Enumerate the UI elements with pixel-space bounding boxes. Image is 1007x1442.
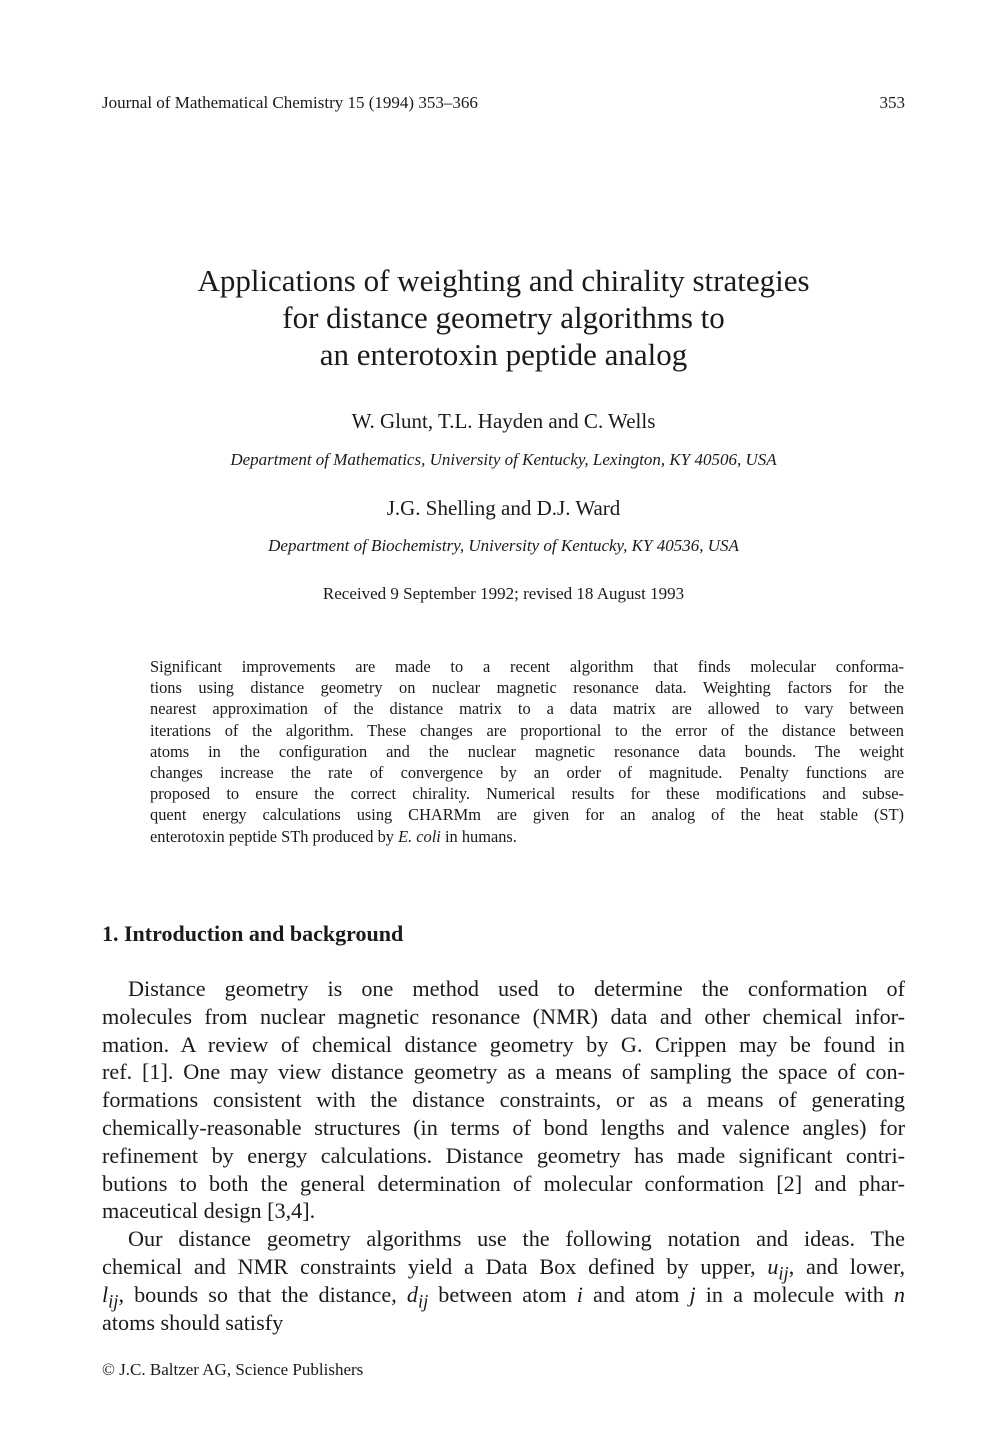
journal-citation: Journal of Mathematical Chemistry 15 (1994) 353–366 (102, 93, 478, 112)
abstract-line (150, 826, 904, 847)
math-u: u (767, 1253, 779, 1279)
paragraph-line: chemically-reasonable structures (in terms of bond lengths and valence angles) for (102, 1114, 905, 1140)
math-i: i (576, 1281, 583, 1307)
text-run: between atom (428, 1281, 577, 1307)
paragraph-line (102, 1253, 905, 1285)
abstract-line: changes increase the rate of convergence by an order of magnitude. Penalty functions are (150, 762, 904, 782)
abstract-line: proposed to ensure the correct chirality. Numerical results for these modifications and subse- (150, 784, 904, 804)
abstract-line: Significant improvements are made to a recent algorithm that finds molecular conforma- (150, 657, 904, 676)
abstract-text: enterotoxin peptide STh produced by (150, 826, 399, 846)
abstract-line: atoms in the configuration and the nuclear magnetic resonance data bounds. The weight (150, 741, 904, 761)
paragraph-line: Our distance geometry algorithms use the following notation and ideas. The (128, 1226, 905, 1252)
title-line: for distance geometry algorithms to (282, 300, 725, 335)
affiliation-2: Department of Biochemistry, University of Kentucky, KY 40536, USA (268, 536, 739, 555)
paragraph-line: refinement by energy calculations. Distance geometry has made significant contri- (102, 1142, 905, 1168)
received-dates: Received 9 September 1992; revised 18 August 1993 (322, 584, 685, 603)
paragraph-line (102, 1281, 905, 1313)
paragraph-line: butions to both the general determination of molecular conformation [2] and phar- (102, 1170, 905, 1196)
authors-group-2: J.G. Shelling and D.J. Ward (386, 496, 621, 520)
paragraph-line: formations consistent with the distance constraints, or as a means of generating (102, 1087, 905, 1113)
math-n: n (893, 1281, 905, 1307)
title-line: Applications of weighting and chirality strategies (197, 263, 810, 298)
math-l: l (102, 1281, 109, 1307)
page-number: 353 (879, 93, 905, 112)
abstract-line: quent energy calculations using CHARMm are given for an analog of the heat stable (ST) (150, 805, 904, 825)
text-run: and atom (582, 1281, 690, 1307)
text-run: , bounds so that the distance, (118, 1281, 407, 1307)
abstract-line: iterations of the algorithm. These changes are proportional to the error of the distance between (150, 720, 904, 740)
math-subscript: ij (778, 1264, 789, 1285)
running-head (102, 93, 905, 117)
abstract-line: nearest approximation of the distance matrix to a data matrix are allowed to vary between (150, 699, 904, 719)
math-d: d (406, 1281, 418, 1307)
title-line: an enterotoxin peptide analog (319, 337, 688, 372)
body-text (102, 975, 905, 1336)
authors-group-1: W. Glunt, T.L. Hayden and C. Wells (351, 409, 656, 433)
paragraph-line: maceutical design [3,4]. (102, 1198, 316, 1224)
abstract-text: in humans. (440, 826, 517, 846)
paragraph-line: Distance geometry is one method used to determine the conformation of (128, 976, 905, 1001)
paragraph-line: atoms should satisfy (102, 1309, 284, 1335)
organism-name: E. coli (398, 826, 441, 846)
text-run: chemical and NMR constraints yield a Data Box defined by upper, (102, 1253, 768, 1279)
math-subscript: ij (417, 1292, 429, 1313)
paper-title (60, 262, 947, 373)
text-run: , and lower, (788, 1253, 905, 1279)
copyright-footer: © J.C. Baltzer AG, Science Publishers (102, 1360, 364, 1379)
affiliation-1: Department of Mathematics, University of Kentucky, Lexington, KY 40506, USA (230, 450, 777, 469)
paragraph-line: ref. [1]. One may view distance geometry as a means of sampling the space of con- (102, 1059, 905, 1085)
abstract-line: tions using distance geometry on nuclear magnetic resonance data. Weighting factors for the (150, 678, 904, 698)
text-run: in a molecule with (695, 1281, 894, 1307)
math-j: j (689, 1281, 696, 1307)
section-heading: 1. Introduction and background (102, 921, 404, 946)
abstract (150, 656, 904, 847)
paragraph-line: molecules from nuclear magnetic resonance (NMR) data and other chemical infor- (102, 1003, 905, 1029)
paragraph-line: mation. A review of chemical distance geometry by G. Crippen may be found in (102, 1031, 905, 1057)
math-subscript: ij (108, 1292, 119, 1313)
